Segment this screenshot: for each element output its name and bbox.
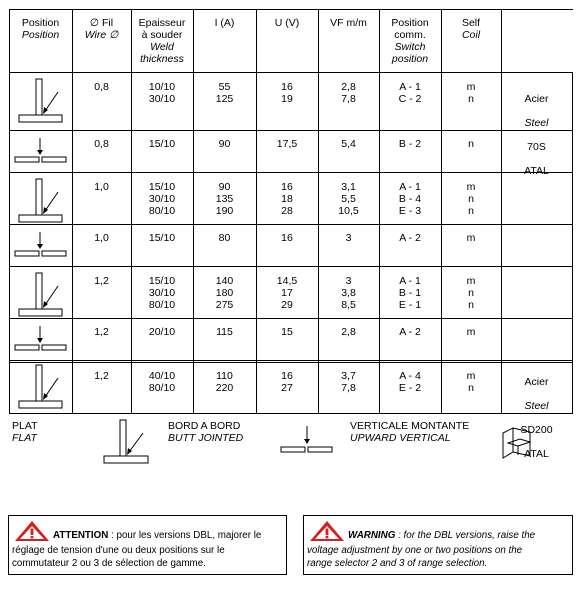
legend-butt-label: BORD A BORD BUTT JOINTED [168,420,244,444]
row-6-switch: A - 4 E - 2 [398,370,422,394]
flat-weld-icon [18,363,64,411]
row-3-wire: 1,0 [94,232,109,244]
row-0-thickness: 10/10 30/10 [148,81,176,105]
warning-fr-line2: réglage de tension d'une ou deux positions sur le [12,545,225,556]
row-2-speed: 3,1 5,5 10,5 [338,181,359,217]
row-0-current: 55 125 [215,81,234,105]
row-3-switch: A - 2 [399,232,421,244]
warning-title-fr: ATTENTION [53,530,109,541]
row-1-voltage: 17,5 [276,138,298,150]
row-6-speed: 3,7 7,8 [341,370,356,394]
row-5-coil: m [466,326,476,338]
row-5-thickness: 20/10 [148,326,176,338]
row-6-current: 110 220 [215,370,234,394]
row-4-speed: 3 3,8 8,5 [341,275,356,311]
row-5-wire: 1,2 [94,326,109,338]
row-3-speed: 3 [345,232,352,244]
warning-triangle-icon [309,520,345,542]
row-5-current: 115 [216,326,233,338]
legend-vertical-label: VERTICALE MONTANTE UPWARD VERTICAL [350,420,470,444]
header-voltage: U (V) [274,17,300,29]
row-1-current: 90 [218,138,231,150]
row-6-thickness: 40/10 80/10 [148,370,176,394]
warning-fr-line1: : pour les versions DBL, majorer le [108,530,262,541]
row-2-switch: A - 1 B - 4 E - 3 [398,181,422,217]
warning-title-en: WARNING [348,530,396,541]
row-1-speed: 5,4 [341,138,356,150]
row-4-current: 140 180 275 [215,275,234,311]
row-6-voltage: 16 27 [281,370,293,394]
header-position: Position Position [21,17,60,41]
header-coil: Self Coil [461,17,481,41]
header-switch: Position comm. Switch position [391,17,429,65]
row-4-voltage: 14,5 17 29 [276,275,298,311]
row-3-coil: m [466,232,476,244]
row-0-wire: 0,8 [94,81,109,93]
row-1-wire: 0,8 [94,138,109,150]
row-2-current: 90 135 190 [215,181,234,217]
row-0-coil: m n [466,81,476,105]
flat-weld-icon [18,270,64,320]
row-6-wire: 1,2 [94,370,109,382]
warning-en-line1: : for the DBL versions, raise the [395,530,536,541]
butt-weld-icon [14,136,68,166]
header-speed: VF m/m [330,17,367,29]
row-4-coil: m n n [466,275,476,311]
vertical-weld-icon [500,425,534,461]
header-current: I (A) [214,17,235,29]
row-0-voltage: 16 19 [281,81,293,105]
row-6-coil: m n [466,370,476,394]
warning-en-line2: voltage adjustment by one or two positions on the [307,545,523,556]
row-4-switch: A - 1 B - 1 E - 1 [398,275,422,311]
material-1: Acier Steel 70S ATAL [524,93,549,177]
row-5-switch: A - 2 [399,326,421,338]
row-2-wire: 1,0 [94,181,109,193]
header-wire: ∅ Fil Wire ∅ [84,17,119,41]
row-1-switch: B - 2 [398,138,422,150]
flat-weld-icon [103,418,151,468]
warning-triangle-icon [14,520,50,542]
butt-weld-icon [14,230,68,260]
flat-weld-icon [18,176,64,226]
row-0-speed: 2,8 7,8 [341,81,356,105]
row-3-current: 80 [218,232,231,244]
row-5-voltage: 15 [281,326,293,338]
row-4-wire: 1,2 [94,275,109,287]
row-0-switch: A - 1 C - 2 [398,81,422,105]
warning-fr-line3: commutateur 2 ou 3 de sélection de gamme. [12,558,206,569]
flat-weld-icon [18,76,64,126]
material-2: Acier Steel SD200 ATAL [520,376,553,460]
row-2-thickness: 15/10 30/10 80/10 [148,181,176,217]
legend-flat-label: PLAT FLAT [12,420,38,444]
warning-en-line3: range selector 2 and 3 of range selection. [307,558,488,569]
row-1-coil: n [468,138,474,150]
row-3-thickness: 15/10 [148,232,176,244]
warning-box-en [303,515,573,575]
warning-box-fr [8,515,287,575]
butt-weld-icon [14,324,68,354]
butt-weld-icon [280,424,334,456]
header-thickness: Epaisseur à souder Weld thickness [138,17,186,65]
row-1-thickness: 15/10 [148,138,176,150]
row-3-voltage: 16 [281,232,293,244]
row-2-coil: m n n [466,181,476,217]
row-5-speed: 2,8 [341,326,356,338]
row-2-voltage: 16 18 28 [281,181,293,217]
row-4-thickness: 15/10 30/10 80/10 [148,275,176,311]
